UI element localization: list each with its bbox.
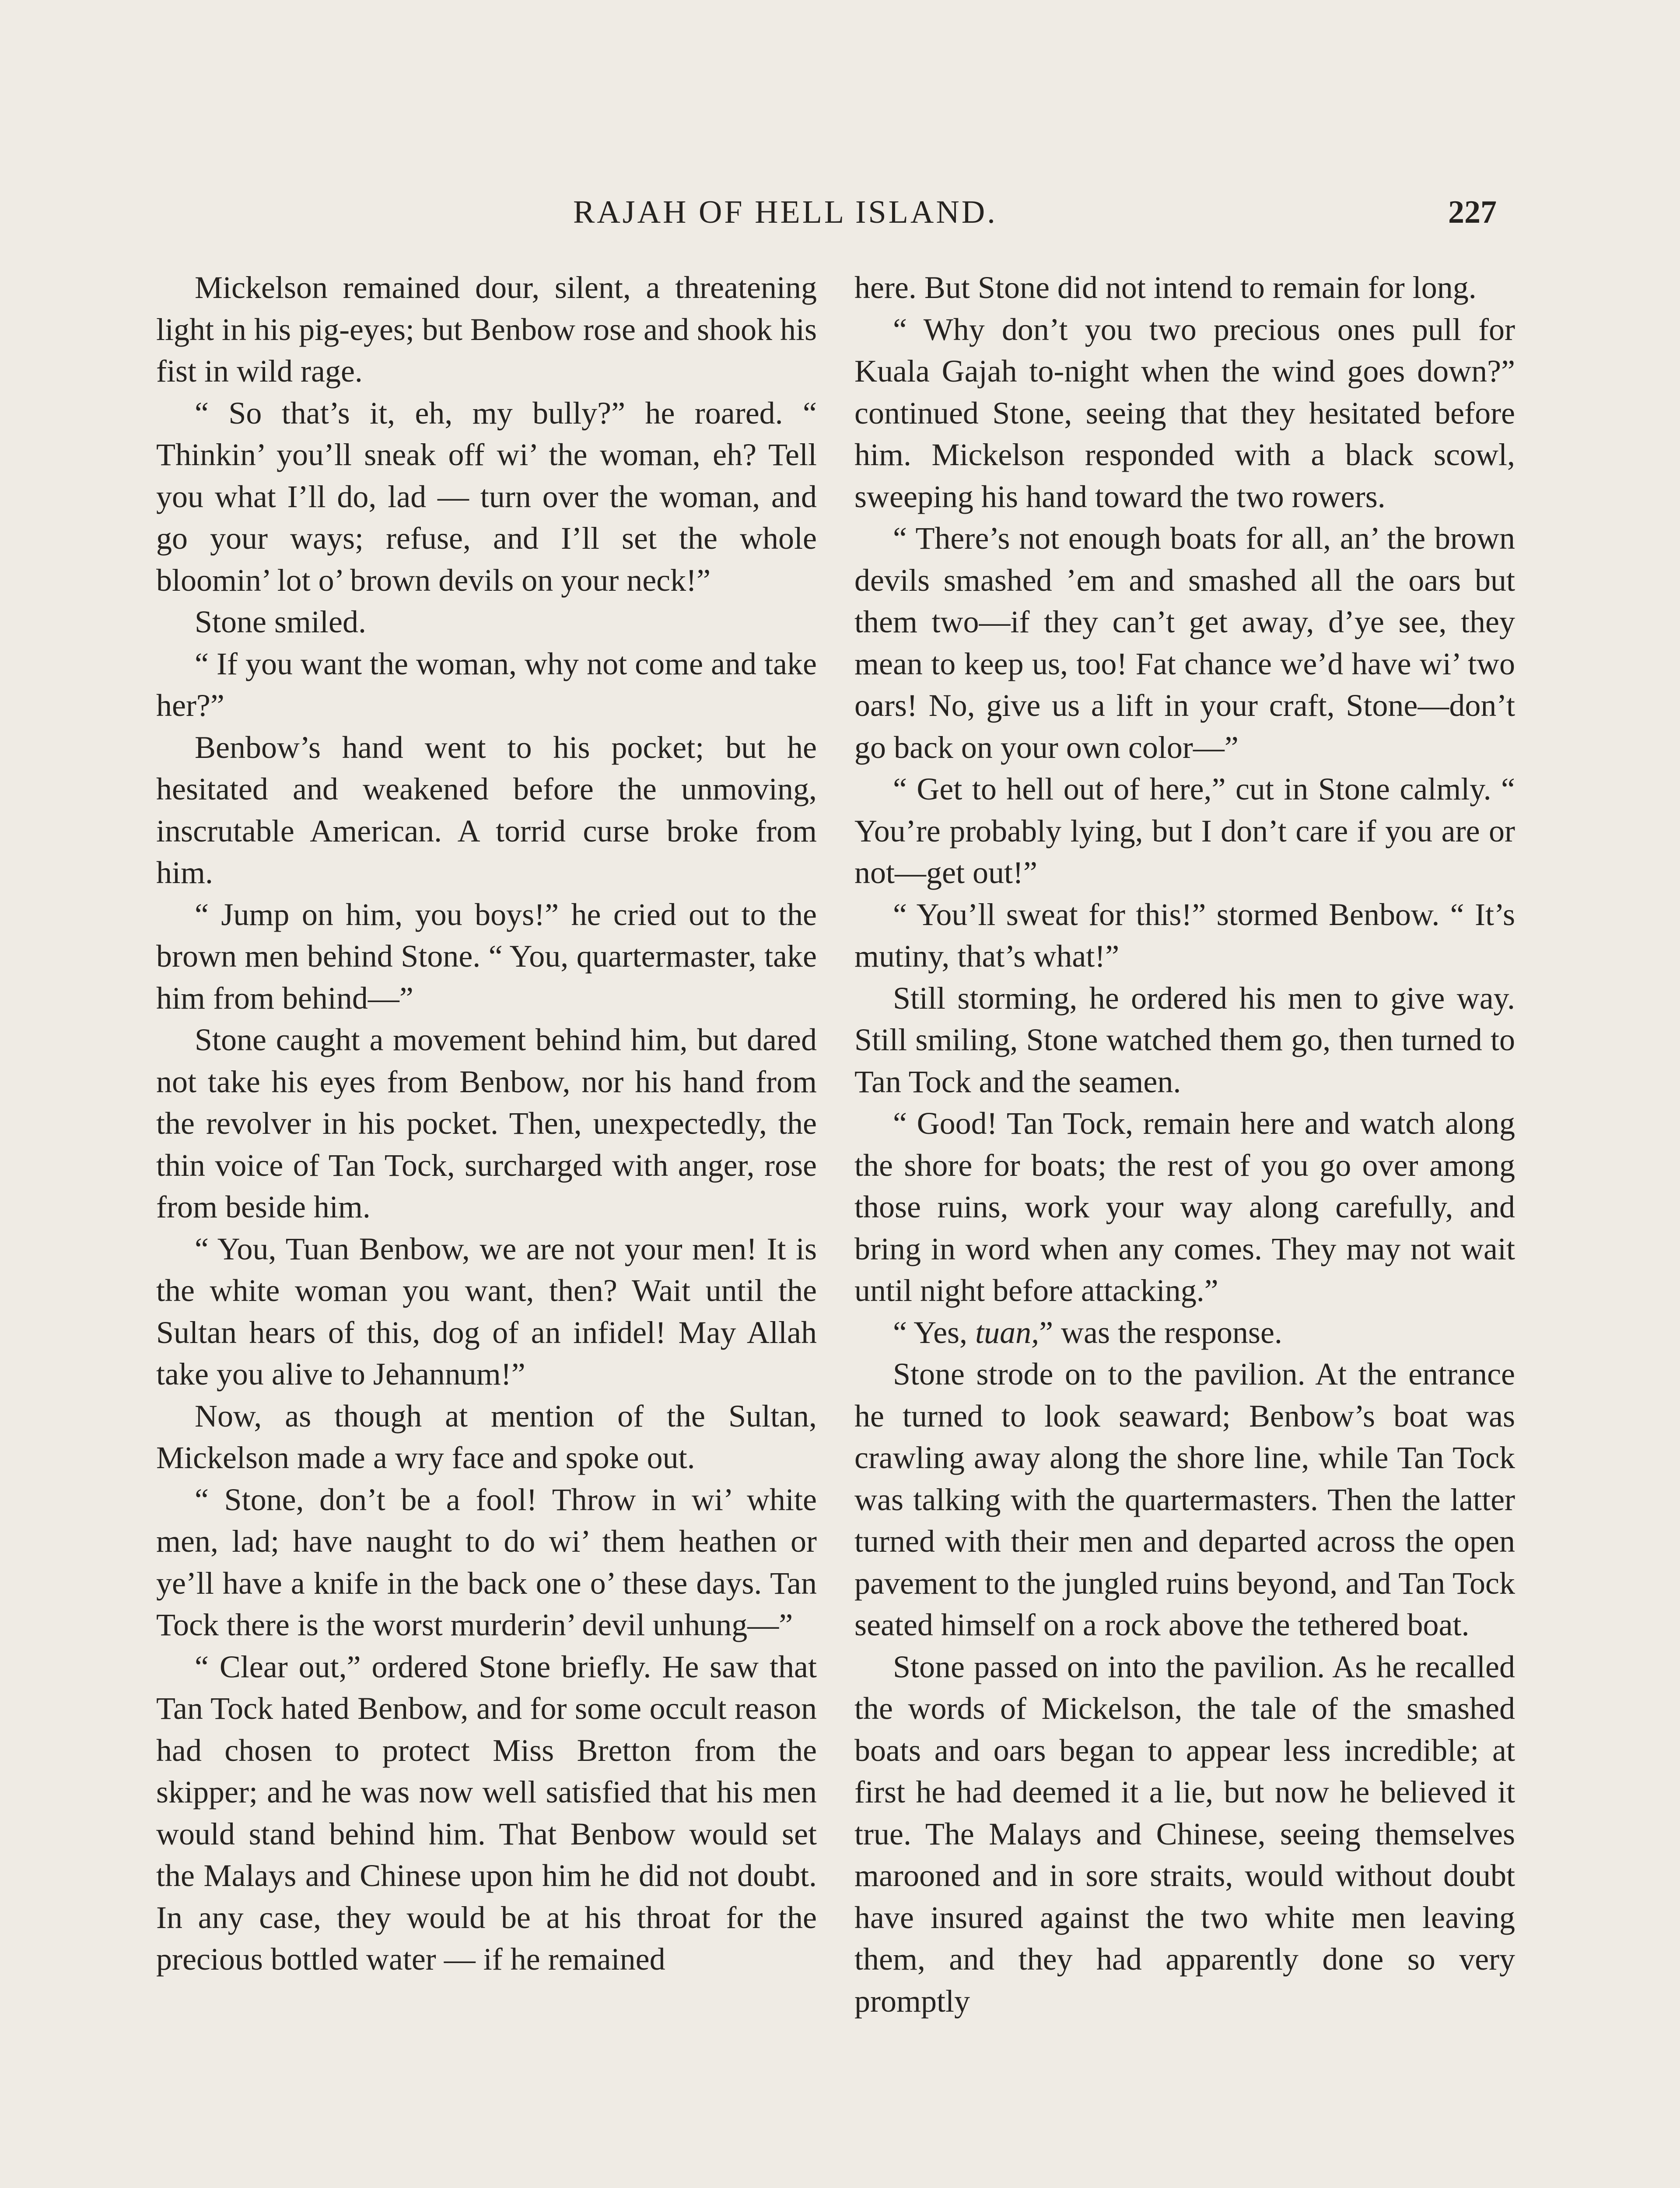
paragraph-yes-tuan	[854, 1312, 1515, 1354]
paragraph: “ There’s not enough boats for all, an’ the brown devils smashed ’em and smashed all the oars but them two—if they can’t get away, d’ye see, they mean to keep us, too! Fat chance we’d have wi’ two oars! No, give us a lift in your craft, Stone—don’t go back on your own color—”	[854, 521, 1515, 765]
running-title: RAJAH OF HELL ISLAND.	[573, 194, 998, 230]
paragraph: “ Why don’t you two precious ones pull for Kuala Gajah to-night when the wind goes down?” continued Stone, seeing that they hesitated before him. Mickelson responded with a black scowl, sweeping his hand toward the two rowers.	[854, 312, 1515, 514]
italic-word: tuan,	[975, 1315, 1040, 1350]
paragraph: “ You, Tuan Benbow, we are not your men! It is the white woman you want, then? Wait until the Sultan hears of this, dog of an infidel! May Allah take you alive to Jehannum!”	[156, 1231, 817, 1392]
paragraph: Stone caught a movement behind him, but dared not take his eyes from Benbow, nor his hand from the revolver in his pocket. Then, unexpectedly, the thin voice of Tan Tock, surcharged with anger, rose from beside him.	[156, 1022, 817, 1224]
paragraph: “ Jump on him, you boys!” he cried out to the brown men behind Stone. “ You, quartermaster, take him from behind—”	[156, 897, 817, 1016]
paragraph: Stone strode on to the pavilion. At the entrance he turned to look seaward; Benbow’s boat was crawling away along the shore line, while Tan Tock was talking with the quartermasters. Then the latter turned with their men and departed across the open pavement to the jungled ruins beyond, and Tan Tock seated himself on a rock above the tethered boat.	[854, 1357, 1515, 1642]
paragraph: Mickelson remained dour, silent, a threatening light in his pig-eyes; but Benbow rose and shook his fist in wild rage.	[156, 270, 817, 389]
right-column	[854, 267, 1515, 2188]
paragraph: “ Stone, don’t be a fool! Throw in wi’ white men, lad; have naught to do wi’ them heathen or ye’ll have a knife in the back one o’ these days. Tan Tock there is the worst murderin’ devil unhung—”	[156, 1482, 817, 1642]
paragraph: Now, as though at mention of the Sultan, Mickelson made a wry face and spoke out.	[156, 1398, 817, 1475]
left-column	[156, 267, 817, 2188]
paragraph: “ Get to hell out of here,” cut in Stone calmly. “ You’re probably lying, but I don’t care if you are or not—get out!”	[854, 771, 1515, 890]
paragraph: “ You’ll sweat for this!” stormed Benbow. “ It’s mutiny, that’s what!”	[854, 897, 1515, 974]
paragraph: “ Good! Tan Tock, remain here and watch along the shore for boats; the rest of you go over among those ruins, work your way along carefully, and bring in word when any comes. They may not wait until night before attacking.”	[854, 1106, 1515, 1308]
paragraph: “ If you want the woman, why not come and take her?”	[156, 646, 817, 723]
dialogue-close: ” was the response.	[1039, 1315, 1282, 1350]
paragraph: “ So that’s it, eh, my bully?” he roared. “ Thinkin’ you’ll sneak off wi’ the woman, eh? Tell you what I’ll do, lad — turn over the woman, and go your ways; refuse, and I’ll set the whole bloomin’ lot o’ brown devils on your neck!”	[156, 395, 817, 598]
paragraph: Stone passed on into the pavilion. As he recalled the words of Mickelson, the tale of the smashed boats and oars began to appear less incredible; at first he had deemed it a lie, but now he believed it true. The Malays and Chinese, seeing themselves marooned and in sore straits, would without doubt have insured against the two white men leaving them, and they had apparently done so very promptly	[854, 1649, 1515, 2019]
paragraph: Still storming, he ordered his men to give way. Still smiling, Stone watched them go, then turned to Tan Tock and the seamen.	[854, 980, 1515, 1099]
paragraph: Benbow’s hand went to his pocket; but he hesitated and weakened before the unmoving, inscrutable American. A torrid curse broke from him.	[156, 729, 817, 890]
paragraph: Stone smiled.	[195, 604, 366, 639]
paragraph: “ Clear out,” ordered Stone briefly. He saw that Tan Tock hated Benbow, and for some occult reason had chosen to protect Miss Bretton from the skipper; and he was now well satisfied that his men would stand behind him. That Benbow would set the Malays and Chinese upon him he did not doubt. In any case, they would be at his throat for the precious bottled water — if he remained	[156, 1649, 817, 1977]
running-header	[0, 188, 1680, 236]
dialogue-open: “ Yes,	[893, 1315, 976, 1350]
page-number: 227	[1448, 194, 1497, 230]
continued-paragraph: here. But Stone did not intend to remain for long.	[854, 270, 1477, 305]
